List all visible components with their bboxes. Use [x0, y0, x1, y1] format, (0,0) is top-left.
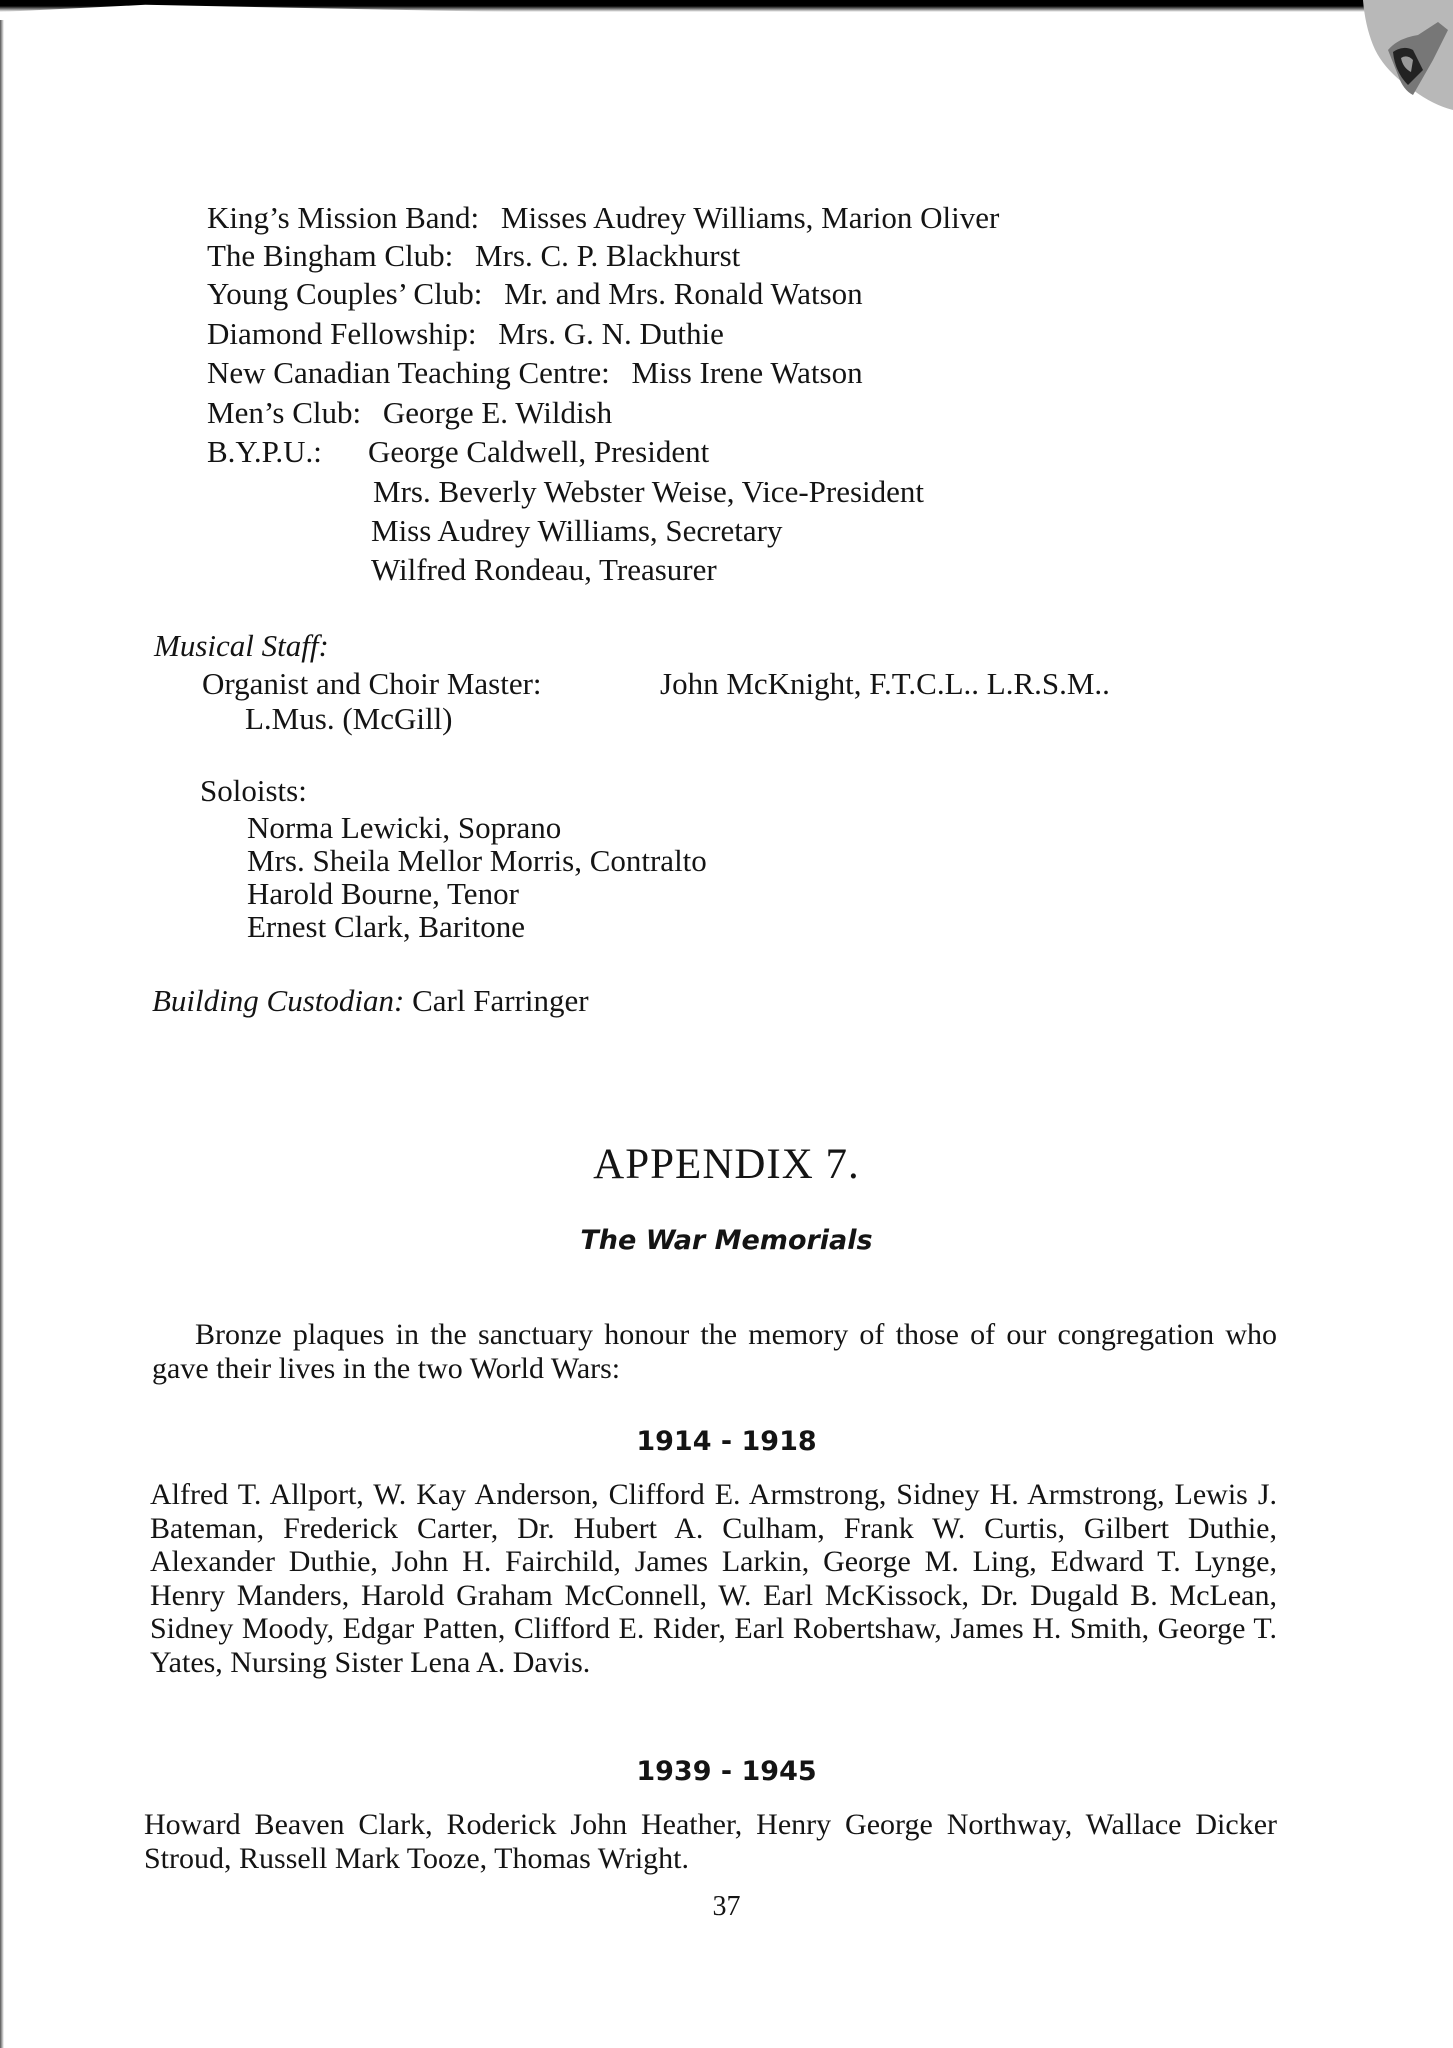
- page-number: 37: [712, 1891, 741, 1922]
- bypu-officer: Mrs. Beverly Webster Weise, Vice-President: [373, 474, 925, 509]
- org-row: [207, 202, 999, 233]
- bypu-officer: Miss Audrey Williams, Secretary: [371, 513, 783, 548]
- musical-staff-heading: Musical Staff:: [154, 628, 329, 663]
- org-value: Miss Irene Watson: [631, 355, 863, 390]
- org-label: Men’s Club:: [207, 395, 362, 430]
- organist-degree: L.Mus. (McGill): [245, 701, 453, 736]
- org-label: Diamond Fellowship:: [207, 316, 477, 351]
- org-row: [207, 397, 612, 428]
- custodian-value: Carl Farringer: [412, 983, 589, 1018]
- org-value: George E. Wildish: [382, 395, 613, 430]
- war-years-heading: 1939 - 1945: [636, 1756, 817, 1787]
- bypu-label: B.Y.P.U.:: [207, 434, 322, 469]
- org-value: Misses Audrey Williams, Marion Oliver: [500, 200, 1000, 235]
- custodian-label: Building Custodian:: [152, 983, 405, 1018]
- soloist: Norma Lewicki, Soprano: [247, 810, 562, 845]
- soloist: Harold Bourne, Tenor: [247, 876, 519, 911]
- organist-value: John McKnight, F.T.C.L.. L.R.S.M..: [660, 666, 1110, 701]
- custodian-row: [152, 985, 589, 1016]
- soloist: Mrs. Sheila Mellor Morris, Contralto: [247, 843, 707, 878]
- intro-paragraph: Bronze plaques in the sanctuary honour the memory of those of our congregation who gave their lives in the two World Wars:: [152, 1318, 1277, 1385]
- bypu-officer: Wilfred Rondeau, Treasurer: [371, 552, 717, 587]
- section-subtitle: The War Memorials: [580, 1225, 873, 1256]
- soloists-label: Soloists:: [200, 773, 307, 808]
- org-row: [207, 357, 863, 388]
- org-value: Mr. and Mrs. Ronald Watson: [504, 276, 863, 311]
- war-years-heading: 1914 - 1918: [636, 1426, 817, 1457]
- org-label: King’s Mission Band:: [207, 200, 480, 235]
- org-label: The Bingham Club:: [207, 238, 454, 273]
- appendix-title: APPENDIX 7.: [593, 1141, 860, 1188]
- org-value: Mrs. G. N. Duthie: [498, 316, 724, 351]
- organist-label: Organist and Choir Master:: [202, 666, 542, 701]
- bypu-officer: George Caldwell, President: [368, 434, 710, 469]
- memorial-names: Howard Beaven Clark, Roderick John Heather, Henry George Northway, Wallace Dicker Stroud, Russell Mark Tooze, Thomas Wright.: [144, 1808, 1277, 1875]
- organist-row: [202, 668, 542, 699]
- memorial-names: Alfred T. Allport, W. Kay Anderson, Clifford E. Armstrong, Sidney H. Armstrong, Lewis J. Bateman, Frederick Carter, Dr. Hubert A. Culham, Frank W. Curtis, Gilbert Duthie, Alexander Duthie, John H. Fairchild, James Larkin, George M. Ling, Edward T. Lynge, Henry Manders, Harold Graham McConnell, W. Earl McKissock, Dr. Dugald B. McLean, Sidney Moody, Edgar Patten, Clifford E. Rider, Earl Robertshaw, James H. Smith, George T. Yates, Nursing Sister Lena A. Davis.: [150, 1478, 1277, 1679]
- org-row: [207, 278, 863, 309]
- torn-corner-image: [1343, 0, 1453, 120]
- org-value: Mrs. C. P. Blackhurst: [475, 238, 741, 273]
- org-label: New Canadian Teaching Centre:: [207, 355, 610, 390]
- org-row: [207, 240, 740, 271]
- org-label: Young Couples’ Club:: [207, 276, 483, 311]
- org-row: [207, 318, 724, 349]
- soloist: Ernest Clark, Baritone: [247, 909, 526, 944]
- scan-border-top: [0, 0, 1453, 12]
- scan-border-left: [0, 20, 4, 2048]
